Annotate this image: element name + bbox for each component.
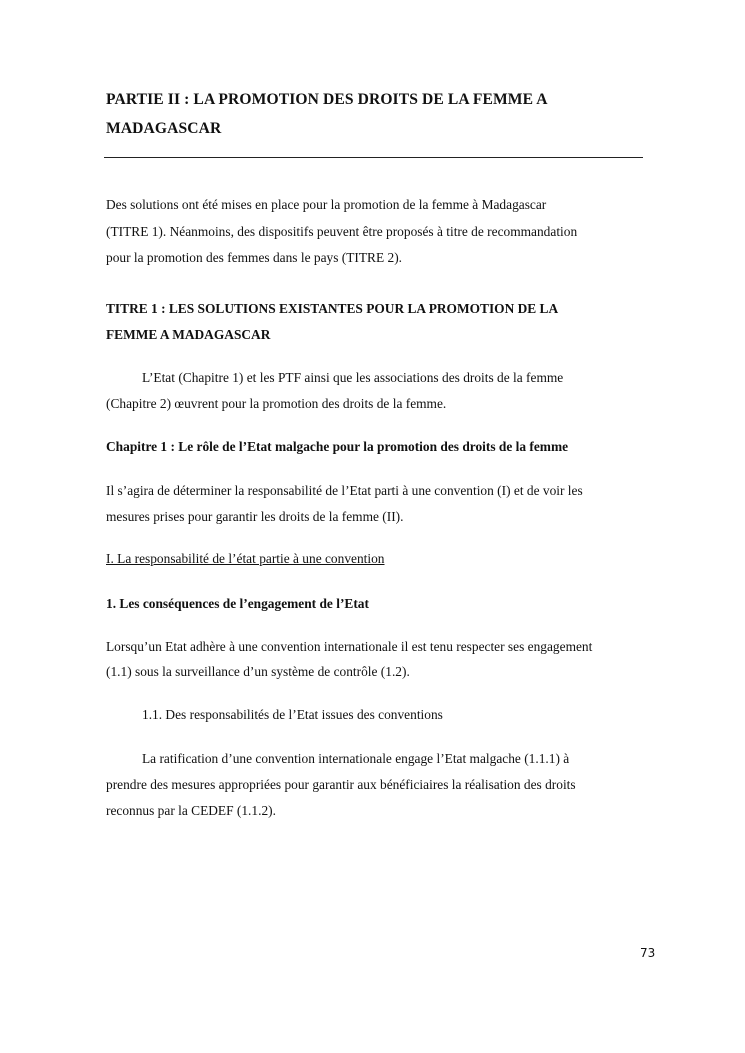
intro-line-3: pour la promotion des femmes dans le pays (TITRE 2).: [106, 250, 403, 265]
titre1-heading-line-2: FEMME A MADAGASCAR: [106, 327, 271, 342]
subsection-1-1-body-line-3: reconnus par la CEDEF (1.1.2).: [106, 803, 276, 818]
chapitre1-intro-line-2: mesures prises pour garantir les droits de la femme (II).: [106, 509, 404, 524]
subsection-1-body-line-1: Lorsqu’un Etat adhère à une convention internationale il est tenu respecter ses engagement: [106, 639, 593, 654]
partie-title-line-1: PARTIE II : LA PROMOTION DES DROITS DE LA FEMME A: [106, 91, 548, 108]
title-divider: [104, 157, 643, 158]
intro-line-1: Des solutions ont été mises en place pour la promotion de la femme à Madagascar: [106, 197, 547, 212]
subsection-1-heading: 1. Les conséquences de l’engagement de l’Etat: [106, 596, 369, 611]
chapitre1-heading: Chapitre 1 : Le rôle de l’Etat malgache pour la promotion des droits de la femme: [106, 439, 569, 454]
subsection-1-1-heading: 1.1. Des responsabilités de l’Etat issues des conventions: [142, 707, 443, 722]
titre1-intro-line-1: L’Etat (Chapitre 1) et les PTF ainsi que les associations des droits de la femme: [142, 370, 564, 385]
subsection-1-1-body-line-1: La ratification d’une convention internationale engage l’Etat malgache (1.1.1) à: [142, 751, 570, 766]
page-number: 73: [640, 946, 656, 960]
partie-title-line-2: MADAGASCAR: [106, 120, 222, 137]
subsection-1-body-line-2: (1.1) sous la surveillance d’un système de contrôle (1.2).: [106, 664, 410, 679]
titre1-heading-line-1: TITRE 1 : LES SOLUTIONS EXISTANTES POUR LA PROMOTION DE LA: [106, 301, 559, 316]
titre1-intro-line-2: (Chapitre 2) œuvrent pour la promotion des droits de la femme.: [106, 396, 447, 411]
chapitre1-intro-line-1: Il s’agira de déterminer la responsabilité de l’Etat parti à une convention (I) et de voir les: [106, 483, 583, 498]
intro-line-2: (TITRE 1). Néanmoins, des dispositifs peuvent être proposés à titre de recommandation: [106, 224, 578, 239]
section-I-heading: I. La responsabilité de l’état partie à une convention: [106, 551, 385, 566]
subsection-1-1-body-line-2: prendre des mesures appropriées pour garantir aux bénéficiaires la réalisation des droits: [106, 777, 576, 792]
